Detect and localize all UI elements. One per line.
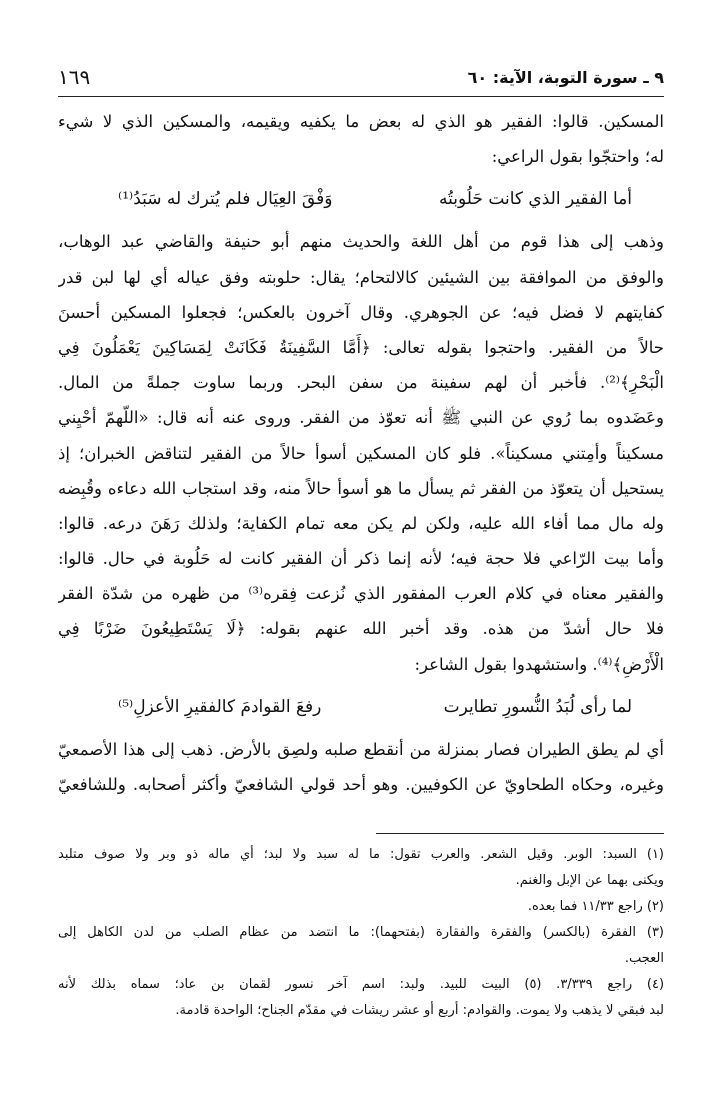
- footnote-line: لبد فبقي لا يذهب ولا يموت. والقوادم: أربع أو عشر ريشات في مقدّم الجناح؛ الواحدة قادمة.: [175, 1003, 664, 1018]
- text-line: يستحيل أن يتعوّذ من الفقر ثم يسأل ما هو أسوأ حالاً منه، وقد استجاب الله دعاءه وقُبِضه: [58, 478, 664, 498]
- poem-verse: [58, 682, 664, 732]
- text-line: الْأَرْضِ﴾⁽⁴⁾. واستشهدوا بقول الشاعر:: [414, 654, 664, 674]
- text-line: وغيره، وحكاه الطحاويّ عن الكوفيين. وهو أحد قولي الشافعيّ وأكثر أصحابه. وللشافعيّ: [58, 775, 664, 794]
- text-line: وله مال مما أفاء الله عليه، ولكن لم يكن معه تمام الكفاية؛ ولذلك رَهَنَ درعه. قالوا:: [58, 513, 664, 533]
- verse-second-hemistich: رفعَ القوادمَ كالفقيرِ الأعزلِ⁽⁵⁾: [118, 696, 322, 717]
- text-line: المسكين. قالوا: الفقير هو الذي له بعض ما يكفيه ويقيمه، والمسكين الذي لا شيء: [58, 112, 664, 131]
- footnote-line: (٤) راجع ٣/٣٣٩. (٥) البيت للبيد. ولبد: اسم آخر نسور لقمان بن عاد؛ سماه بذلك لأنه: [58, 977, 664, 992]
- page-header: [58, 62, 664, 92]
- main-text: [58, 104, 664, 802]
- text-line: مسكيناً وأمِتني مسكيناً». فلو كان المسكين أسوأ حالاً من الفقير لتناقض الخبران؛ إذ: [58, 443, 664, 463]
- footnote-line: ويكنى بهما عن الإبل والغنم.: [515, 873, 664, 888]
- text-line: وعَضَدوه بما رُوي عن النبي ﷺ أنه تعوّذ من الفقر. وروى عنه أنه قال: «اللّهمّ أحْيِني: [58, 408, 664, 428]
- text-line: فلا حال أشدّ من هذه. وقد أخبر الله عنهم بقوله: ﴿لَا يَسْتَطِيعُونَ ضَرْبًا فِي: [58, 619, 664, 639]
- footnote-line: العجب.: [624, 951, 664, 966]
- header-divider: [58, 96, 664, 97]
- text-line: والفقير معناه في كلام العرب المفقور الذي نُزعت فِقره⁽³⁾ من ظهره من شدّة الفقر: [58, 584, 664, 604]
- verse-first-hemistich: أما الفقير الذي كانت حَلُوبتُه: [439, 189, 632, 210]
- running-title: ٩ ـ سورة التوبة، الآية: ٦٠: [467, 67, 664, 87]
- poem-verse: [58, 174, 664, 224]
- text-line: أي لم يطق الطيران فصار بمنزلة من أنقطع صلبه ولصِق بالأرض. ذهب إلى هذا الأصمعيّ: [58, 739, 664, 759]
- footnote-line: (٢) راجع ١١/٣٣ فما بعده.: [527, 899, 664, 914]
- text-line: وذهب إلى هذا قوم من أهل اللغة والحديث منهم أبو حنيفة والقاضي عبد الوهاب،: [58, 232, 664, 252]
- text-line: الْبَحْرِ﴾⁽²⁾. فأخبر أن لهم سفينة من سفن البحر. وربما ساوت جملةً من المال.: [58, 373, 664, 393]
- verse-second-hemistich: وَفْقَ العِيَال فلم يُترك له سَبَدُ⁽¹⁾: [118, 189, 333, 210]
- footnote-line: (٣) الفقرة (بالكسر) والفقرة والفقارة (بفتحهما): ما انتضد من عظام الصلب من لدن الكاهل إلى: [58, 925, 664, 940]
- text-line: والوفق من الموافقة بين الشيئين كالالتحام؛ يقال: حلوبته وفق عياله أي لها لبن قدر: [58, 267, 664, 287]
- text-line: له؛ واحتجّوا بقول الراعي:: [491, 147, 664, 167]
- page-number: ١٦٩: [58, 65, 91, 89]
- footnotes: [58, 842, 664, 1024]
- text-line: وأما بيت الرّاعي فلا حجة فيه؛ لأنه إنما ذكر أن الفقير كانت له حَلُوبة في حال. قالوا:: [58, 549, 664, 569]
- text-line: حالاً من الفقير. واحتجوا بقوله تعالى: ﴿أَمَّا السَّفِينَةُ فَكَانَتْ لِمَسَاكِينَ يَعْمَلُونَ فِي: [58, 337, 664, 357]
- text-line: كفايتهم لا فضل فيه؛ عن الجوهري. وقال آخرون بالعكس؛ فجعلوا المسكين أحسنَ: [58, 302, 664, 322]
- footnote-line: (١) السبد: الوبر. وقيل الشعر. والعرب تقول: ما له سبد ولا لبد؛ أي ماله ذو وبر ولا صوف متلبد: [58, 847, 664, 862]
- verse-first-hemistich: لما رأى لُبَدُ النُّسورِ تطايرت: [443, 696, 632, 717]
- footnote-divider: [376, 833, 664, 834]
